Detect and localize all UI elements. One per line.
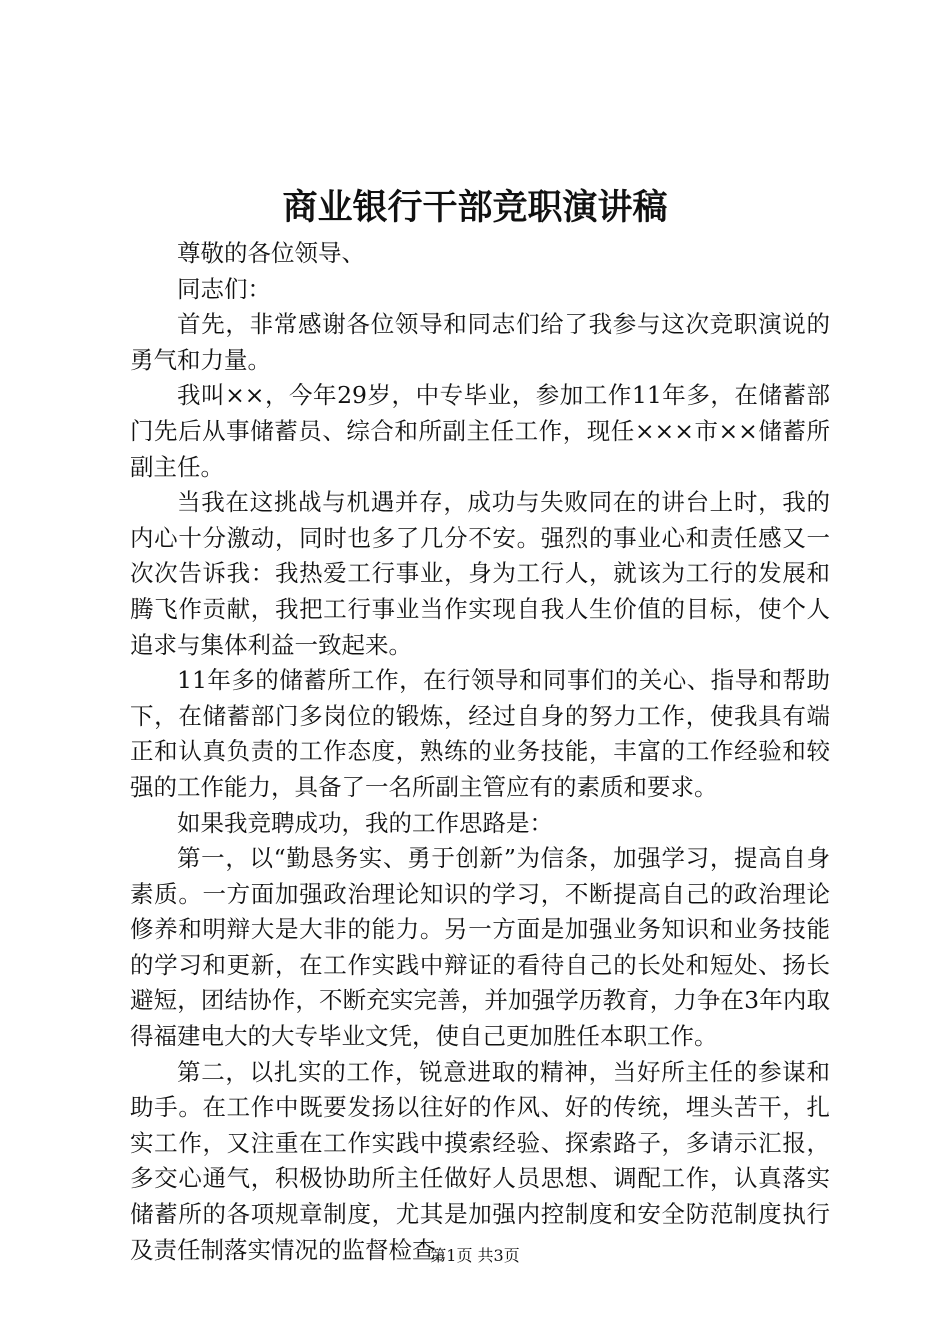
- paragraph-experience: 11年多的储蓄所工作，在行领导和同事们的关心、指导和帮助下，在储蓄部门多岗位的锻炼，经过自身的努力工作，使我具有端正和认真负责的工作态度，熟练的业务技能，丰富的工作经验和较强的工作能力，具备了一名所副主管应有的素质和要求。: [130, 666, 830, 801]
- paragraph-introduction: 我叫××，今年29岁，中专毕业，参加工作11年多，在储蓄部门先后从事储蓄员、综合和所副主任工作，现任×××市××储蓄所副主任。: [130, 381, 830, 481]
- salutation-line-2: 同志们：: [177, 274, 271, 303]
- document-body: [130, 236, 830, 1268]
- paragraph-motivation: 当我在这挑战与机遇并存，成功与失败同在的讲台上时，我的内心十分激动，同时也多了几分不安。强烈的事业心和责任感又一次次告诉我：我热爱工行事业，身为工行人，就该为工行的发展和腾飞作贡献，我把工行事业当作实现自我人生价值的目标，使个人追求与集体利益一致起来。: [130, 488, 830, 659]
- paragraph-thanks: 首先，非常感谢各位领导和同志们给了我参与这次竞职演说的勇气和力量。: [130, 310, 830, 374]
- document-title: 商业银行干部竞职演讲稿: [282, 187, 668, 228]
- paragraph-plan-intro: 如果我竞聘成功，我的工作思路是：: [177, 808, 553, 837]
- salutation-line-1: 尊敬的各位领导、: [177, 239, 365, 267]
- paragraph-plan-first: 第一，以“勤恳务实、勇于创新”为信条，加强学习，提高自身素质。一方面加强政治理论知识的学习，不断提高自己的政治理论修养和明辩大是大非的能力。另一方面是加强业务知识和业务技能的学习和更新，在工作实践中辩证的看待自己的长处和短处、扬长避短，团结协作，不断充实完善，并加强学历教育，力争在3年内取得福建电大的大专毕业文凭，使自己更加胜任本职工作。: [130, 844, 830, 1051]
- paragraph-plan-second: 第二，以扎实的工作，锐意进取的精神，当好所主任的参谋和助手。在工作中既要发扬以往好的作风、好的传统，埋头苦干，扎实工作，又注重在工作实践中摸索经验、探索路子，多请示汇报，多交心通气，积极协助所主任做好人员思想、调配工作，认真落实储蓄所的各项规章制度，尤其是加强内控制度和安全防范制度执行及责任制落实情况的监督检查。: [130, 1057, 830, 1264]
- page-number-footer: 第1页 共3页: [430, 1246, 520, 1265]
